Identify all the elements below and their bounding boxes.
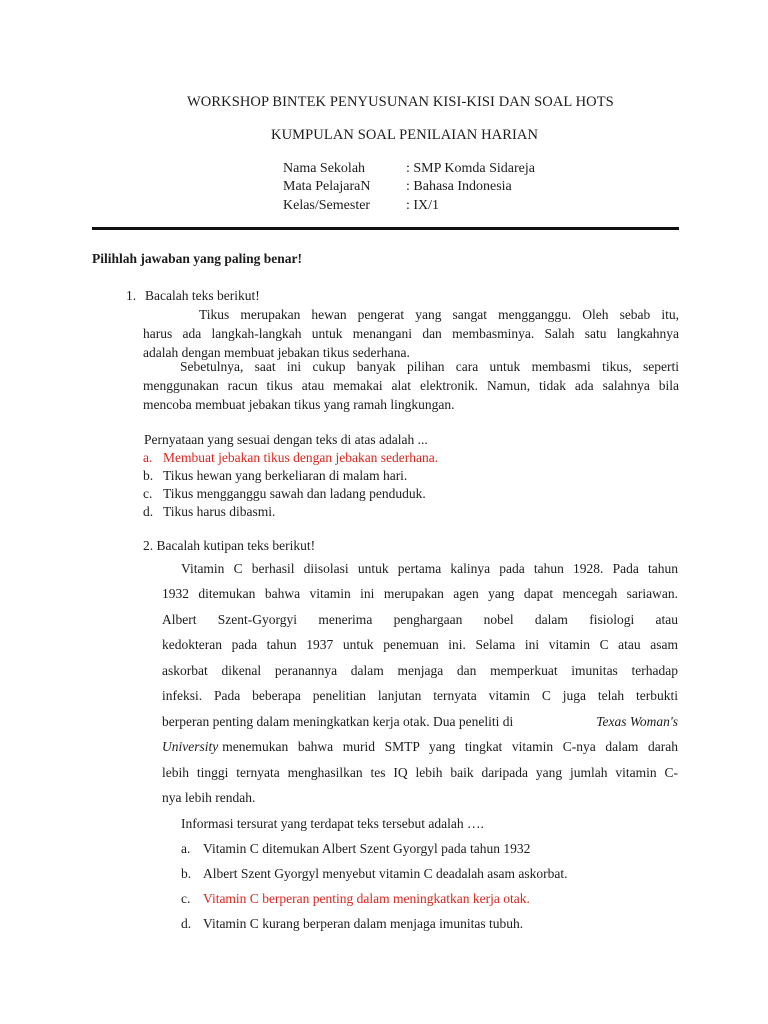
worksheet-title: WORKSHOP BINTEK PENYUSUNAN KISI-KISI DAN SOAL HOTS xyxy=(187,94,614,110)
q2-passage-line: kedokteran pada tahun 1937 untuk penemuan ini. Selama ini vitamin C atau asam xyxy=(162,637,678,652)
option-text: Albert Szent Gyorgyl menyebut vitamin C deadalah asam askorbat. xyxy=(203,866,568,881)
passage-italic-text: Texas Woman's xyxy=(596,714,678,729)
q1-option-d xyxy=(143,502,275,521)
option-letter: a. xyxy=(181,841,191,856)
option-text: Membuat jebakan tikus dengan jebakan sederhana. xyxy=(163,450,439,465)
info-label-class: Kelas/Semester xyxy=(283,198,371,213)
q2-question: Informasi tersurat yang terdapat teks tersebut adalah …. xyxy=(181,816,484,831)
option-letter: c. xyxy=(143,486,153,501)
q1-passage-line: Tikus merupakan hewan pengerat yang sangat mengganggu. Oleh sebab itu, xyxy=(199,307,679,322)
q1-option-b xyxy=(143,466,407,485)
option-text: Vitamin C ditemukan Albert Szent Gyorgyl pada tahun 1932 xyxy=(203,841,531,856)
option-text: Tikus mengganggu sawah dan ladang penduduk. xyxy=(163,486,426,501)
option-text: Vitamin C kurang berperan dalam menjaga imunitas tubuh. xyxy=(203,916,524,931)
option-text: Vitamin C berperan penting dalam meningkatkan kerja otak. xyxy=(203,891,530,906)
q1-passage-line: menggunakan racun tikus atau memakai alat elektronik. Namun, tidak ada salahnya bila xyxy=(143,378,679,393)
q2-option-b xyxy=(181,861,568,887)
q1-passage-line: Sebetulnya, saat ini cukup banyak pilihan cara untuk membasmi tikus, seperti xyxy=(180,359,679,374)
option-letter: b. xyxy=(181,866,192,881)
worksheet-subtitle: KUMPULAN SOAL PENILAIAN HARIAN xyxy=(271,127,539,143)
q2-prompt: 2. Bacalah kutipan teks berikut! xyxy=(143,538,316,553)
q1-prompt: Bacalah teks berikut! xyxy=(145,288,260,303)
instruction: Pilihlah jawaban yang paling benar! xyxy=(92,251,303,266)
q1-question: Pernyataan yang sesuai dengan teks di atas adalah ... xyxy=(144,432,428,447)
q2-passage-line: infeksi. Pada beberapa penelitian lanjutan ternyata vitamin C juga telah terbukti xyxy=(162,688,678,703)
info-value-school: : SMP Komda Sidareja xyxy=(406,161,535,176)
info-value-class: : IX/1 xyxy=(406,198,440,213)
q1-passage-line: harus ada langkah-langkah untuk menangani dan membasminya. Salah satu langkahnya xyxy=(143,326,679,341)
q2-option-d xyxy=(181,911,523,937)
q2-passage-line xyxy=(162,734,678,760)
option-letter: b. xyxy=(143,468,154,483)
q1-number: 1. xyxy=(126,288,137,303)
q1-option-c xyxy=(143,484,426,503)
info-label-subject: Mata PelajaraN xyxy=(283,179,371,194)
option-letter: c. xyxy=(181,891,191,906)
option-text: Tikus harus dibasmi. xyxy=(163,504,276,519)
q2-passage-line xyxy=(162,709,678,735)
option-text: Tikus hewan yang berkeliaran di malam hari. xyxy=(163,468,408,483)
option-letter: d. xyxy=(143,504,154,519)
option-letter: d. xyxy=(181,916,192,931)
q1-passage-line: mencoba membuat jebakan tikus yang ramah lingkungan. xyxy=(143,397,455,412)
q2-passage-line: nya lebih rendah. xyxy=(162,790,256,805)
option-letter: a. xyxy=(143,450,153,465)
q2-passage-line: askorbat dikenal peranannya dalam menjaga dan memperkuat imunitas terhadap xyxy=(162,663,678,678)
q2-passage-line: Albert Szent-Gyorgyi menerima penghargaan nobel dalam fisiologi atau xyxy=(162,612,678,627)
q2-passage-line: 1932 ditemukan bahwa vitamin ini merupakan agen yang dapat mencegah sariawan. xyxy=(162,586,678,601)
passage-text: menemukan bahwa murid SMTP yang tingkat vitamin C-nya dalam darah xyxy=(222,739,678,754)
q1-option-a xyxy=(143,448,438,467)
passage-italic-text: University xyxy=(162,739,219,754)
q2-option-c xyxy=(181,886,530,912)
q2-passage-line: lebih tinggi ternyata menghasilkan tes IQ lebih baik daripada yang jumlah vitamin C- xyxy=(162,765,678,780)
passage-text: berperan penting dalam meningkatkan kerja otak. Dua peneliti di xyxy=(162,714,514,729)
q1-passage-line: adalah dengan membuat jebakan tikus sederhana. xyxy=(143,345,410,360)
q2-passage-line: Vitamin C berhasil diisolasi untuk pertama kalinya pada tahun 1928. Pada tahun xyxy=(181,561,678,576)
header-divider xyxy=(92,227,679,230)
q2-option-a xyxy=(181,836,530,862)
info-value-subject: : Bahasa Indonesia xyxy=(406,179,512,194)
info-label-school: Nama Sekolah xyxy=(283,161,366,176)
